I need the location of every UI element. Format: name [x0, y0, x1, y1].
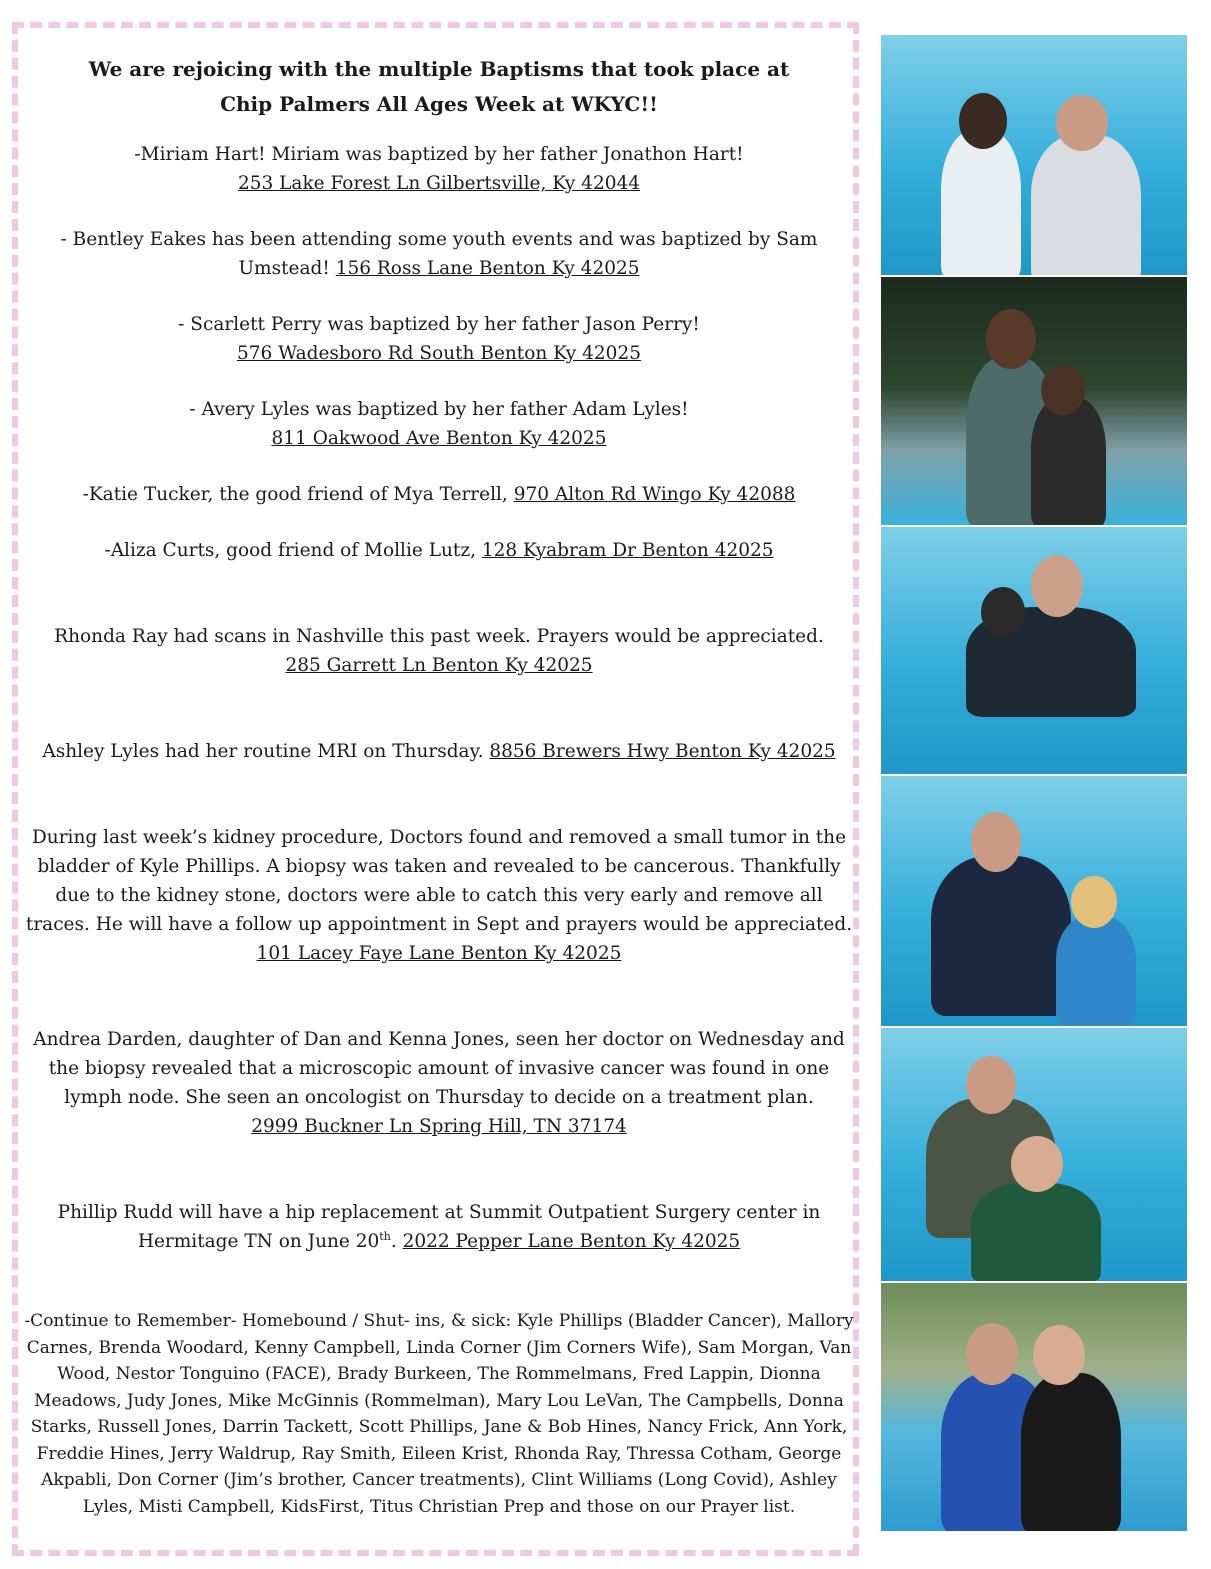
prayer-entry: [24, 1198, 854, 1256]
person-head: [1011, 1136, 1063, 1192]
baptism-photo: [881, 35, 1187, 277]
prayer-entry: [24, 823, 854, 968]
photo-strip: [881, 35, 1187, 1533]
person-head: [959, 93, 1007, 149]
person-head: [1031, 555, 1083, 617]
address-link[interactable]: 253 Lake Forest Ln Gilbertsville, Ky 42044: [237, 173, 641, 194]
address-link[interactable]: 2999 Buckner Ln Spring Hill, TN 37174: [251, 1116, 627, 1137]
person-shape: [1031, 135, 1141, 277]
person-shape: [1056, 916, 1136, 1026]
prayer-entry: [24, 622, 854, 680]
baptism-text: -Aliza Curts, good friend of Mollie Lutz,: [104, 540, 476, 561]
address-link[interactable]: 285 Garrett Ln Benton Ky 42025: [285, 655, 593, 676]
person-shape: [941, 130, 1021, 277]
heading-line-1: We are rejoicing with the multiple Baptisms that took place at: [88, 57, 790, 81]
baptism-entry: [24, 310, 854, 368]
baptism-text: - Scarlett Perry was baptized by her father Jason Perry!: [178, 314, 700, 335]
address-link[interactable]: 811 Oakwood Ave Benton Ky 42025: [271, 428, 607, 449]
person-head: [966, 1056, 1016, 1114]
baptism-photo: [881, 277, 1187, 527]
address-link[interactable]: 2022 Pepper Lane Benton Ky 42025: [402, 1231, 741, 1252]
page-heading: [24, 52, 854, 122]
prayer-text: Andrea Darden, daughter of Dan and Kenna Jones, seen her doctor on Wednesday and the biopsy revealed that a microscopic amount of invasive cancer was found in one lymph node. She seen an oncologist on Thursday to decide on a treatment plan.: [33, 1029, 845, 1108]
prayer-text: Phillip Rudd will have a hip replacement at Summit Outpatient Surgery center in Hermitage TN on June 20: [57, 1202, 821, 1252]
prayer-entry: [24, 1025, 854, 1141]
person-head: [1033, 1325, 1085, 1385]
person-head: [1041, 365, 1085, 415]
baptism-entry: [24, 536, 854, 565]
address-link[interactable]: 128 Kyabram Dr Benton 42025: [481, 540, 774, 561]
person-head: [1071, 876, 1117, 928]
person-head: [981, 587, 1025, 637]
baptism-entry: [24, 480, 854, 509]
baptism-text: - Avery Lyles was baptized by her father Adam Lyles!: [189, 399, 689, 420]
baptism-photo: [881, 527, 1187, 776]
prayer-text: Rhonda Ray had scans in Nashville this past week. Prayers would be appreciated.: [54, 626, 824, 647]
prayer-entry: [24, 737, 854, 766]
baptism-text: - Bentley Eakes has been attending some youth events and was baptized by Sam Umstead!: [60, 229, 818, 279]
prayer-text: During last week’s kidney procedure, Doctors found and removed a small tumor in the bladder of Kyle Phillips. A biopsy was taken and revealed to be cancerous. Thankfully due to the kidney stone, doctors were able to catch this very early and remove all traces. He will have a follow up appointment in Sept and prayers would be appreciated.: [25, 827, 853, 935]
address-link[interactable]: 576 Wadesboro Rd South Benton Ky 42025: [236, 343, 641, 364]
baptism-text: -Miriam Hart! Miriam was baptized by her father Jonathon Hart!: [134, 144, 744, 165]
address-link[interactable]: 8856 Brewers Hwy Benton Ky 42025: [489, 741, 836, 762]
person-head: [971, 812, 1021, 872]
baptism-entry: [24, 395, 854, 453]
baptism-photo: [881, 1028, 1187, 1283]
person-shape: [1021, 1373, 1121, 1533]
person-shape: [931, 856, 1071, 1016]
heading-line-2: Chip Palmers All Ages Week at WKYC!!: [220, 92, 658, 116]
baptism-photo: [881, 1283, 1187, 1533]
prayer-text: Ashley Lyles had her routine MRI on Thursday.: [42, 741, 484, 762]
person-head: [986, 309, 1036, 369]
baptism-entry: [24, 225, 854, 283]
address-link[interactable]: 101 Lacey Faye Lane Benton Ky 42025: [256, 943, 622, 964]
bulletin-content: [24, 52, 854, 1520]
ordinal-suffix: th: [379, 1229, 391, 1243]
person-head: [966, 1323, 1018, 1385]
sentence-end: .: [390, 1231, 397, 1252]
address-link[interactable]: 970 Alton Rd Wingo Ky 42088: [513, 484, 796, 505]
baptism-text: -Katie Tucker, the good friend of Mya Terrell,: [82, 484, 508, 505]
person-head: [1056, 95, 1108, 151]
remember-list: -Continue to Remember- Homebound / Shut- ins, & sick: Kyle Phillips (Bladder Cancer), Mallory Carnes, Brenda Woodard, Kenny Campbell, Linda Corner (Jim Corners Wife), Sam Morgan, Van Wood, Nestor Tonguino (FACE), Brady Burkeen, The Rommelmans, Fred Lappin, Dionna Meadows, Judy Jones, Mike McGinnis (Rommelman), Mary Lou LeVan, The Campbells, Donna Starks, Russell Jones, Darrin Tackett, Scott Phillips, Jane & Bob Hines, Nancy Frick, Ann York, Freddie Hines, Jerry Waldrup, Ray Smith, Eileen Krist, Rhonda Ray, Thressa Cotham, George Akpabli, Don Corner (Jim’s brother, Cancer treatments), Clint Williams (Long Covid), Ashley Lyles, Misti Campbell, KidsFirst, Titus Christian Prep and those on our Prayer list.: [24, 1311, 854, 1517]
baptism-photo: [881, 776, 1187, 1028]
person-shape: [1031, 397, 1106, 527]
baptism-entry: [24, 140, 854, 198]
address-link[interactable]: 156 Ross Lane Benton Ky 42025: [335, 258, 640, 279]
person-shape: [971, 1183, 1101, 1283]
